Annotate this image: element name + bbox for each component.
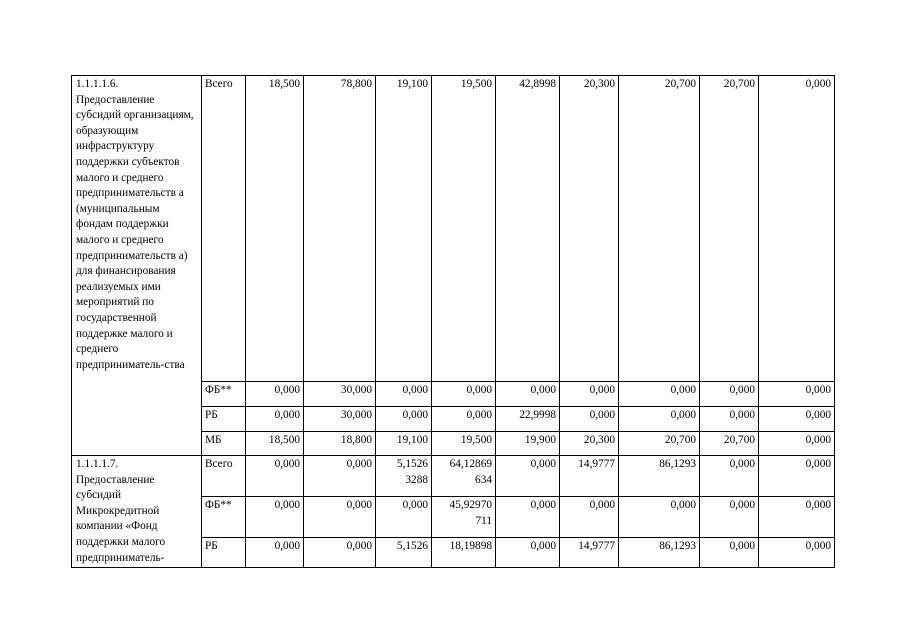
measure-text: Предоставление субсидий Микрокредитной компании «Фонд поддержки малого предприниматель-: [76, 473, 166, 564]
value-cell: 0,000: [376, 382, 432, 407]
value-cell: 0,000: [619, 497, 700, 538]
value-cell: 0,000: [432, 382, 496, 407]
value-cell: 18,500: [246, 432, 304, 456]
value-cell: 0,000: [759, 538, 835, 568]
value-cell: 0,000: [246, 407, 304, 432]
value-cell: 0,000: [304, 497, 376, 538]
value-cell: 20,300: [560, 432, 619, 456]
value-cell: 0,000: [496, 497, 560, 538]
value-cell: 0,000: [759, 456, 835, 497]
value-cell: 19,900: [496, 432, 560, 456]
value-cell: 0,000: [759, 76, 835, 382]
measure-description: [72, 76, 202, 456]
value-cell: 0,000: [246, 456, 304, 497]
value-cell: 0,000: [496, 382, 560, 407]
table-row: [72, 456, 835, 497]
funding-source: Всего: [202, 456, 246, 497]
value-cell: 0,000: [700, 382, 759, 407]
value-cell: 0,000: [560, 382, 619, 407]
value-cell: 20,700: [619, 76, 700, 382]
measure-code: 1.1.1.1.6.: [76, 78, 119, 90]
value-cell: 14,9777: [560, 456, 619, 497]
value-cell: 86,1293: [619, 538, 700, 568]
value-cell: 0,000: [700, 497, 759, 538]
value-cell: 0,000: [560, 497, 619, 538]
value-cell: 86,1293: [619, 456, 700, 497]
value-cell: 0,000: [700, 538, 759, 568]
funding-source: РБ: [202, 407, 246, 432]
value-cell: 0,000: [759, 432, 835, 456]
table-row: [72, 76, 835, 382]
value-cell: 5,1526: [376, 538, 432, 568]
value-cell: 0,000: [560, 407, 619, 432]
value-cell: 19,500: [432, 76, 496, 382]
value-cell: 45,92970 711: [432, 497, 496, 538]
value-cell: 18,500: [246, 76, 304, 382]
value-cell: 20,700: [700, 76, 759, 382]
value-cell: 0,000: [246, 382, 304, 407]
value-cell: 18,800: [304, 432, 376, 456]
value-cell: 20,300: [560, 76, 619, 382]
value-cell: 30,000: [304, 382, 376, 407]
value-cell: 64,12869 634: [432, 456, 496, 497]
value-cell: 0,000: [246, 538, 304, 568]
value-cell: 0,000: [759, 407, 835, 432]
funding-source: ФБ**: [202, 382, 246, 407]
value-cell: 0,000: [619, 382, 700, 407]
value-cell: 19,100: [376, 432, 432, 456]
value-cell: 14,9777: [560, 538, 619, 568]
value-cell: 20,700: [619, 432, 700, 456]
value-cell: 0,000: [304, 538, 376, 568]
value-cell: 0,000: [246, 497, 304, 538]
value-cell: 78,800: [304, 76, 376, 382]
value-cell: 22,9998: [496, 407, 560, 432]
value-cell: 30,000: [304, 407, 376, 432]
value-cell: 0,000: [432, 407, 496, 432]
value-cell: 0,000: [304, 456, 376, 497]
value-cell: 42,8998: [496, 76, 560, 382]
funding-table: [71, 75, 835, 568]
funding-source: Всего: [202, 76, 246, 382]
value-cell: 0,000: [759, 497, 835, 538]
value-cell: 0,000: [700, 407, 759, 432]
value-cell: 0,000: [619, 407, 700, 432]
value-cell: 19,500: [432, 432, 496, 456]
value-cell: 0,000: [496, 538, 560, 568]
value-cell: 0,000: [759, 382, 835, 407]
value-cell: 0,000: [496, 456, 560, 497]
funding-source: МБ: [202, 432, 246, 456]
value-cell: 0,000: [700, 456, 759, 497]
funding-source: ФБ**: [202, 497, 246, 538]
value-cell: 18,19898: [432, 538, 496, 568]
value-cell: 19,100: [376, 76, 432, 382]
value-cell: 5,1526 3288: [376, 456, 432, 497]
measure-code: 1.1.1.1.7.: [76, 458, 119, 470]
value-cell: 0,000: [376, 497, 432, 538]
funding-source: РБ: [202, 538, 246, 568]
measure-description: [72, 456, 202, 568]
value-cell: 0,000: [376, 407, 432, 432]
measure-text: Предоставление субсидий организациям, образующим инфраструктуру поддержки субъектов малого и среднего предпринимательств а (муниципальным фондам поддержки малого и среднего предпринимательств а) для финансирования реализуемых ими мероприятий по государственной поддержке малого и среднего предприниматель-ства: [76, 93, 194, 371]
value-cell: 20,700: [700, 432, 759, 456]
